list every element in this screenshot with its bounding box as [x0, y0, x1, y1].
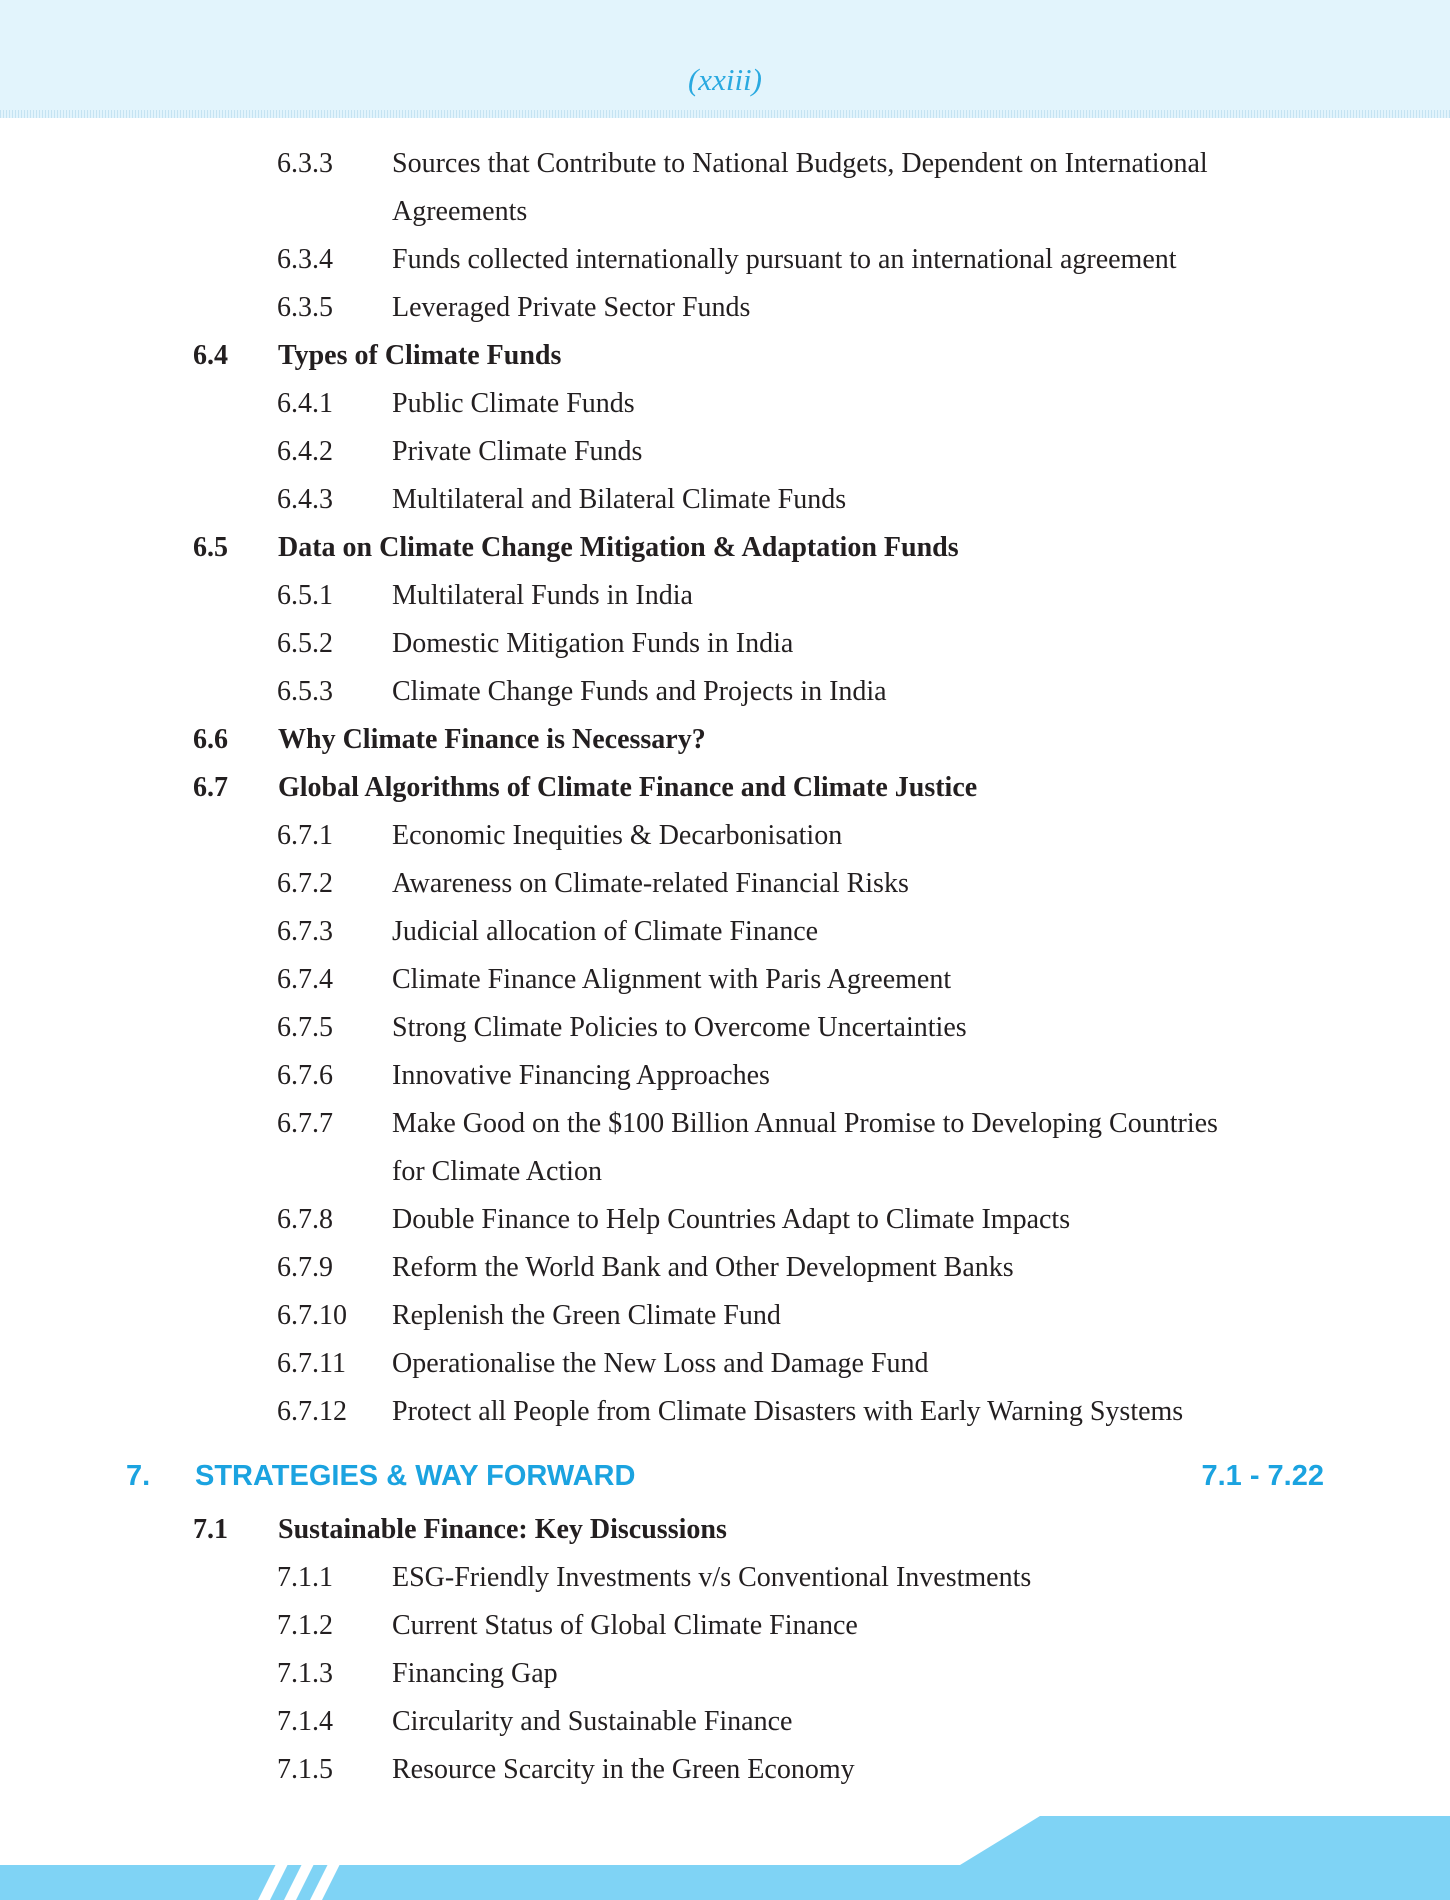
footer-band [0, 1816, 1450, 1900]
entry-title: Innovative Financing Approaches [392, 1060, 770, 1091]
entry-number: 6.4.2 [277, 436, 333, 467]
entry-title-continued: for Climate Action [392, 1156, 602, 1187]
entry-number: 6.7.1 [277, 820, 333, 851]
entry-number: 6.5.1 [277, 580, 333, 611]
chapter-page-range: 7.1 - 7.22 [1201, 1460, 1324, 1492]
entry-title: Double Finance to Help Countries Adapt to Climate Impacts [392, 1204, 1071, 1235]
entry-number: 6.5.2 [277, 628, 333, 659]
section-number: 6.6 [193, 724, 228, 755]
entry-title: Economic Inequities & Decarbonisation [392, 820, 843, 851]
entry-title: Make Good on the $100 Billion Annual Promise to Developing Countries [392, 1108, 1218, 1139]
entry-number: 6.7.8 [277, 1204, 333, 1235]
entry-title: Operationalise the New Loss and Damage Fund [392, 1348, 929, 1379]
chapter-title: STRATEGIES & WAY FORWARD [195, 1460, 636, 1492]
entry-number: 6.7.2 [277, 868, 333, 899]
entry-title: Funds collected internationally pursuant to an international agreement [392, 244, 1177, 275]
entry-title: Judicial allocation of Climate Finance [392, 916, 819, 947]
entry-title: Protect all People from Climate Disasters with Early Warning Systems [392, 1396, 1184, 1427]
entry-title: Sources that Contribute to National Budgets, Dependent on International [392, 148, 1208, 179]
entry-title: Climate Change Funds and Projects in India [392, 676, 887, 707]
entry-number: 7.1.1 [277, 1562, 333, 1593]
entry-number: 6.7.11 [277, 1348, 346, 1379]
entry-number: 6.3.5 [277, 292, 333, 323]
entry-number: 7.1.2 [277, 1610, 333, 1641]
entry-title: Private Climate Funds [392, 436, 643, 467]
entry-title: Climate Finance Alignment with Paris Agreement [392, 964, 952, 995]
entry-title: Current Status of Global Climate Finance [392, 1610, 858, 1641]
entry-number: 6.7.10 [277, 1300, 347, 1331]
section-title: Types of Climate Funds [278, 340, 562, 371]
page-number: (xxiii) [687, 62, 762, 97]
section-number: 6.7 [193, 772, 228, 803]
entry-title: Resource Scarcity in the Green Economy [392, 1754, 855, 1785]
entry-number: 6.7.12 [277, 1396, 347, 1427]
chapter-number: 7. [126, 1460, 151, 1492]
section-number: 7.1 [193, 1514, 228, 1545]
entry-number: 6.3.4 [277, 244, 333, 275]
entry-number: 7.1.3 [277, 1658, 333, 1689]
section-title: Why Climate Finance is Necessary? [278, 724, 706, 755]
entry-title: Multilateral and Bilateral Climate Funds [392, 484, 847, 515]
entry-number: 6.5.3 [277, 676, 333, 707]
entry-title-continued: Agreements [392, 196, 528, 227]
section-title: Data on Climate Change Mitigation & Adaptation Funds [278, 532, 959, 563]
entry-number: 6.4.1 [277, 388, 333, 419]
entry-title: ESG-Friendly Investments v/s Conventional Investments [392, 1562, 1032, 1593]
entry-number: 7.1.5 [277, 1754, 333, 1785]
entry-number: 6.3.3 [277, 148, 333, 179]
section-title: Sustainable Finance: Key Discussions [278, 1514, 727, 1545]
footer-decoration [0, 1810, 1450, 1900]
entry-title: Circularity and Sustainable Finance [392, 1706, 793, 1737]
section-number: 6.4 [193, 340, 228, 371]
entry-number: 6.7.9 [277, 1252, 333, 1283]
entry-title: Financing Gap [392, 1658, 558, 1689]
entry-title: Replenish the Green Climate Fund [392, 1300, 781, 1331]
entry-number: 6.7.5 [277, 1012, 333, 1043]
entry-title: Awareness on Climate-related Financial Risks [392, 868, 909, 899]
entry-number: 6.7.7 [277, 1108, 333, 1139]
header-rule [0, 110, 1450, 118]
entry-number: 6.7.6 [277, 1060, 333, 1091]
section-title: Global Algorithms of Climate Finance and Climate Justice [278, 772, 978, 803]
entry-title: Public Climate Funds [392, 388, 635, 419]
entry-title: Domestic Mitigation Funds in India [392, 628, 794, 659]
entry-title: Multilateral Funds in India [392, 580, 693, 611]
entry-number: 6.7.4 [277, 964, 333, 995]
section-number: 6.5 [193, 532, 228, 563]
entry-number: 6.7.3 [277, 916, 333, 947]
entry-title: Reform the World Bank and Other Development Banks [392, 1252, 1014, 1283]
entry-number: 7.1.4 [277, 1706, 333, 1737]
entry-title: Leveraged Private Sector Funds [392, 292, 751, 323]
entry-title: Strong Climate Policies to Overcome Uncertainties [392, 1012, 967, 1043]
entry-number: 6.4.3 [277, 484, 333, 515]
